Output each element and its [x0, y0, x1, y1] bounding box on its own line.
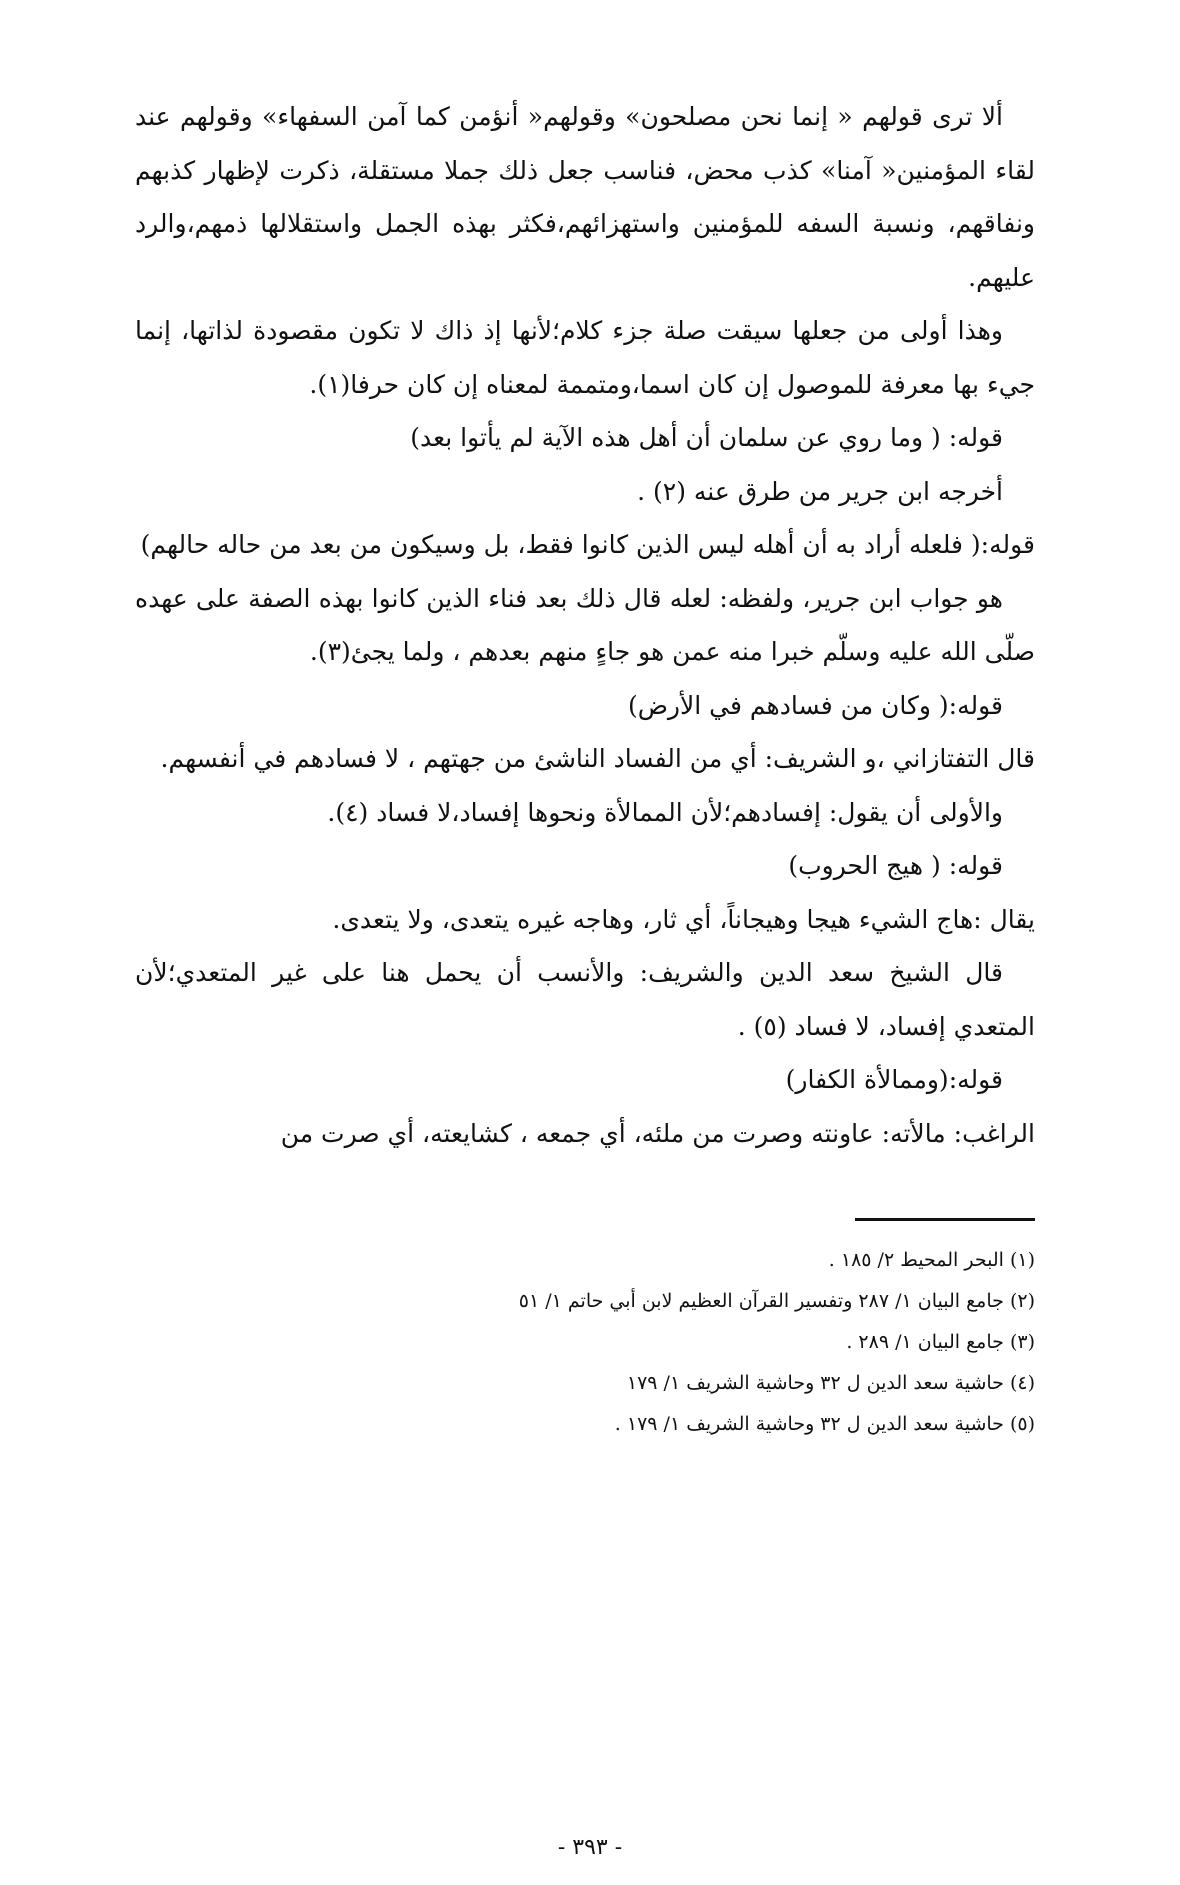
page-number: - ٣٩٣ -	[557, 1835, 623, 1860]
footnote: (٢) جامع البيان ١/ ٢٨٧ وتفسير القرآن العظيم لابن أبي حاتم ١/ ٥١	[518, 1290, 1035, 1312]
paragraph: قوله: ( وما روي عن سلمان أن أهل هذه الآية لم يأتوا بعد)	[410, 423, 1003, 452]
paragraph: هو جواب ابن جرير، ولفظه: لعله قال ذلك بعد فناء الذين كانوا بهذه الصفة على عهده صلّى الله عليه وسلّم خبرا منه عمن هو جاءٍ منهم بعدهم ، ولما يجئ(٣).	[135, 583, 1035, 666]
footnote: (١) البحر المحيط ٢/ ١٨٥ .	[828, 1249, 1035, 1271]
footnotes-block	[300, 1240, 1035, 1445]
paragraph: يقال :هاج الشيء هيجا وهيجاناً، أي ثار، وهاجه غيره يتعدى، ولا يتعدى.	[332, 904, 1035, 934]
paragraph: قال التفتازاني ،و الشريف: أي من الفساد الناشئ من جهتهم ، لا فسادهم في أنفسهم.	[160, 744, 1035, 773]
paragraph: ألا ترى قولهم « إنما نحن مصلحون» وقولهم« أنؤمن كما آمن السفهاء» وقولهم عند لقاء المؤمنين« آمنا» كذب محض، فناسب جعل ذلك جملا مستقلة، ذكرت لإظهار كذبهم ونفاقهم، ونسبة السفه للمؤمنين واستهزائهم،فكثر بهذه الجمل واستقلالها ذمهم،والرد عليهم.	[135, 102, 1035, 292]
paragraph: قوله: ( هيج الحروب)	[788, 851, 1003, 880]
main-text-block	[135, 90, 1035, 1160]
footnote: (٥) حاشية سعد الدين ل ٣٢ وحاشية الشريف ١/ ١٧٩ .	[614, 1413, 1035, 1435]
paragraph: قال الشيخ سعد الدين والشريف: والأنسب أن يحمل هنا على غير المتعدي؛لأن المتعدي إفساد، لا فساد (٥) .	[135, 958, 1035, 1041]
paragraph: وهذا أولى من جعلها سيقت صلة جزء كلام؛لأنها إذ ذاك لا تكون مقصودة لذاتها، إنما جيء بها معرفة للموصول إن كان اسما،ومتممة لمعناه إن كان حرفا(١).	[135, 316, 1035, 399]
paragraph: والأولى أن يقول: إفسادهم؛لأن الممالأة ونحوها إفساد،لا فساد (٤).	[327, 797, 1003, 827]
paragraph: قوله:( فلعله أراد به أن أهله ليس الذين كانوا فقط، بل وسيكون من بعد من حاله حالهم)	[140, 530, 1035, 559]
paragraph: قوله:(وممالأة الكفار)	[785, 1065, 1003, 1094]
footnote-divider	[855, 1218, 1035, 1221]
paragraph: أخرجه ابن جرير من طرق عنه (٢) .	[637, 476, 1003, 506]
footnote: (٣) جامع البيان ١/ ٢٨٩ .	[846, 1331, 1035, 1353]
paragraph: الراغب: مالأته: عاونته وصرت من ملئه، أي جمعه ، كشايعته، أي صرت من	[280, 1118, 1035, 1148]
paragraph: قوله:( وكان من فسادهم في الأرض)	[627, 690, 1003, 720]
footnote: (٤) حاشية سعد الدين ل ٣٢ وحاشية الشريف ١/ ١٧٩	[626, 1372, 1035, 1394]
